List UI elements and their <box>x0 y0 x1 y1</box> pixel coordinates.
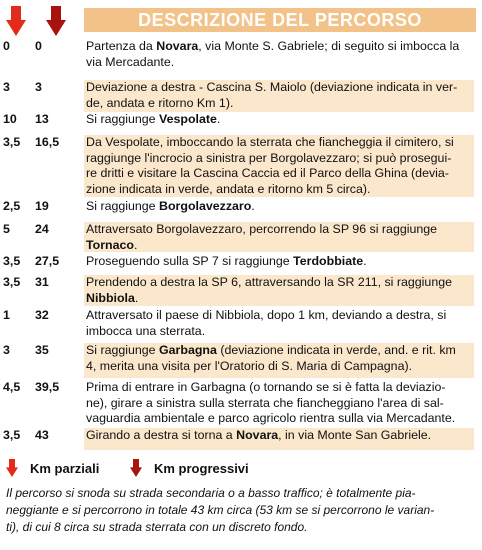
route-description <box>84 135 474 197</box>
route-row <box>0 380 482 427</box>
km-progressivi-value: 16,5 <box>35 135 60 149</box>
route-description <box>84 222 474 252</box>
route-text: Attraversato Borgolavezzaro, percorrendo la SP 96 si raggiunge <box>86 222 438 236</box>
route-text: Deviazione a destra - Cascina S. Maiolo (deviazione indicata in ver- de, andata e ritorno Km 1). <box>86 80 458 110</box>
route-row <box>0 308 482 340</box>
route-description <box>84 275 474 306</box>
legend-label-progressivi: Km progressivi <box>154 460 249 476</box>
place-name: Novara <box>236 428 279 442</box>
route-text: Prendendo a destra la SP 6, attraversando la SR 211, si raggiunge <box>86 275 452 289</box>
route-text-after: . <box>133 237 138 252</box>
route-description <box>84 254 474 274</box>
route-text: Proseguendo sulla SP 7 si raggiunge <box>86 254 294 268</box>
route-text-after: . <box>134 290 139 305</box>
km-progressivi-value: 0 <box>35 39 42 53</box>
route-description <box>84 380 474 427</box>
route-text-after: , in via Monte San Gabriele. <box>278 428 432 442</box>
place-name: Borgolavezzaro <box>159 199 252 213</box>
dark-red-down-arrow-icon <box>130 459 142 477</box>
route-row <box>0 112 482 132</box>
section-title-text: DESCRIZIONE DEL PERCORSO <box>138 9 422 30</box>
route-row <box>0 428 482 450</box>
route-description <box>84 199 474 219</box>
route-text-after: . <box>363 254 367 268</box>
km-progressivi-value: 13 <box>35 112 49 126</box>
route-row <box>0 343 482 378</box>
route-text-after: . <box>216 112 221 126</box>
km-parziali-value: 10 <box>3 112 17 126</box>
km-progressivi-value: 24 <box>35 222 49 236</box>
route-description <box>84 112 474 132</box>
route-text: Partenza da <box>86 39 157 53</box>
legend-label-parziali: Km parziali <box>30 460 100 476</box>
km-parziali-value: 3,5 <box>3 275 21 289</box>
route-text: Si raggiunge <box>86 112 160 126</box>
km-progressivi-value: 43 <box>35 428 49 442</box>
route-text-after: , via Monte S. Gabriele; di seguito si imbocca la via Mercadante. <box>86 39 460 69</box>
route-row <box>0 222 482 252</box>
km-progressivi-value: 31 <box>35 275 49 289</box>
route-row <box>0 39 482 75</box>
km-parziali-value: 3 <box>3 343 10 357</box>
route-text: Da Vespolate, imboccando la sterrata che fiancheggia il cimitero, si raggiunge l'incrocio a sinistra per Borgolavezzaro; si può prosegui- re dritti e visitare la Cascina Caccia ed il Parco della Ghina (devia- zione indicata in verde, andata e ritorno km 5 circa). <box>86 135 454 196</box>
route-description <box>84 428 474 450</box>
km-progressivi-value: 39,5 <box>35 380 60 394</box>
km-progressivi-value: 3 <box>35 80 42 94</box>
legend-item-parziali <box>6 459 99 477</box>
km-parziali-value: 3,5 <box>3 428 21 442</box>
km-progressivi-value: 27,5 <box>35 254 60 268</box>
km-progressivi-value: 19 <box>35 199 49 213</box>
route-description <box>84 308 474 340</box>
km-parziali-value: 0 <box>3 39 10 53</box>
km-progressivi-value: 32 <box>35 308 49 322</box>
route-text: Attraversato il paese di Nibbiola, dopo 1 km, deviando a destra, si imbocca una sterrata. <box>86 308 447 338</box>
place-name: Garbagna <box>159 343 217 357</box>
km-parziali-value: 3,5 <box>3 135 21 149</box>
route-text-after: (deviazione indicata in verde, and. e rit. km 4, merita una visita per l'Oratorio di S. Maria di Campagna). <box>86 343 456 373</box>
legend <box>6 459 476 481</box>
place-name: Tornaco <box>86 237 134 252</box>
place-name: Nibbiola <box>86 290 135 305</box>
parziali-arrow-icon <box>6 6 26 36</box>
route-row <box>0 199 482 219</box>
route-row <box>0 80 482 112</box>
place-name: Novara <box>156 39 199 53</box>
route-description <box>84 39 474 75</box>
route-text: Girando a destra si torna a <box>86 428 237 442</box>
km-parziali-value: 4,5 <box>3 380 21 394</box>
place-name: Vespolate <box>159 112 217 126</box>
km-progressivi-value: 35 <box>35 343 49 357</box>
red-down-arrow-icon <box>6 459 18 477</box>
km-parziali-value: 3 <box>3 80 10 94</box>
route-text: Prima di entrare in Garbagna (o tornando se si è fatta la deviazio- ne), girare a sinistra sulla sterrata che fiancheggiano l'area di sal- vaguardia ambientale e parco agricolo rientra sulla via Mercadante. <box>86 380 456 425</box>
km-parziali-value: 5 <box>3 222 10 236</box>
place-name: Terdobbiate <box>293 254 364 268</box>
section-title <box>84 8 476 32</box>
km-parziali-value: 3,5 <box>3 254 21 268</box>
legend-item-progressivi <box>130 459 249 477</box>
route-row <box>0 254 482 274</box>
route-text: Si raggiunge <box>86 199 160 213</box>
route-description <box>84 343 474 378</box>
route-row <box>0 275 482 306</box>
route-row <box>0 135 482 197</box>
route-note: Il percorso si snoda su strada secondaria o a basso traffico; è totalmente pia- neggiante e si percorrono in totale 43 km circa (53 km se si percorrono le varian- ti), di cui 8 circa su strada sterrata con un discreto fondo. <box>6 486 435 534</box>
route-text: Si raggiunge <box>86 343 160 357</box>
km-parziali-value: 2,5 <box>3 199 21 213</box>
route-text-after: . <box>251 199 255 213</box>
progressivi-arrow-icon <box>46 6 66 36</box>
route-description <box>84 80 474 112</box>
km-parziali-value: 1 <box>3 308 10 322</box>
